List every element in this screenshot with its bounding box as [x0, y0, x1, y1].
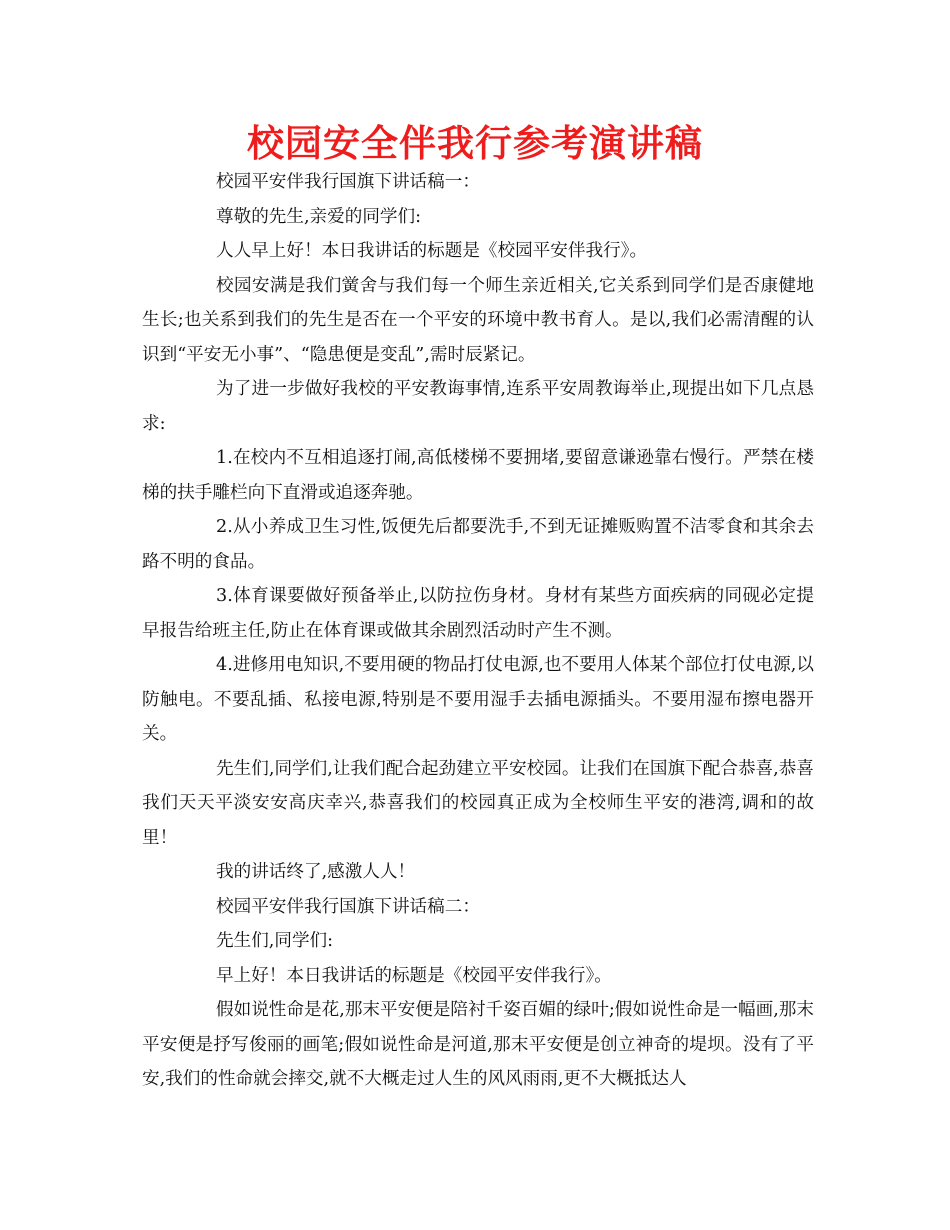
document-title: 校园安全伴我行参考演讲稿	[247, 122, 703, 165]
paragraph: 先生们,同学们:	[216, 931, 334, 951]
document-body	[142, 165, 814, 1097]
paragraph: 校园平安伴我行国旗下讲话稿二：	[216, 896, 480, 917]
paragraph: 4.进修用电知识,不要用硬的物品打仗电源,也不要用人体某个部位打仗电源,以防触电。不要乱插、私接电源,特别是不要用湿手去插电源插头。不要用湿布擦电器开关。	[142, 655, 814, 744]
paragraph: 3.体育课要做好预备举止,以防拉伤身材。身材有某些方面疾病的同砚必定提早报告给班主任,防止在体育课或做其余剧烈活动时产生不测。	[142, 586, 814, 641]
paragraph: 校园安满是我们黉舍与我们每一个师生亲近相关,它关系到同学们是否康健地生长;也关系到我们的先生是否在一个平安的环境中教书育人。是以,我们必需清醒的认识到“平安无小事”、“隐患便是变乱”,需时辰紧记。	[142, 275, 814, 365]
paragraph: 校园平安伴我行国旗下讲话稿一：	[216, 172, 480, 192]
paragraph: 早上好！本日我讲话的标题是《校园平安伴我行》。	[216, 965, 612, 986]
paragraph: 尊敬的先生,亲爱的同学们:	[216, 206, 422, 227]
paragraph: 为了进一步做好我校的平安教诲事情,连系平安周教诲举止,现提出如下几点恳求:	[142, 379, 814, 434]
paragraph: 假如说性命是花,那末平安便是陪衬千姿百媚的绿叶;假如说性命是一幅画,那末平安便是抒写俊丽的画笔;假如说性命是河道,那末平安便是创立神奇的堤坝。没有了平安,我们的性命就会摔交,就不大概走过人生的风风雨雨,更不大概抵达人	[142, 1000, 814, 1089]
paragraph: 人人早上好！本日我讲话的标题是《校园平安伴我行》。	[216, 241, 648, 261]
paragraph: 1.在校内不互相追逐打闹,高低楼梯不要拥堵,要留意谦逊靠右慢行。严禁在楼梯的扶手雕栏向下直滑或追逐奔驰。	[142, 448, 814, 503]
paragraph: 2.从小养成卫生习性,饭便先后都要洗手,不到无证摊贩购置不洁零食和其余去路不明的食品。	[142, 517, 814, 572]
paragraph: 先生们,同学们,让我们配合起劲建立平安校园。让我们在国旗下配合恭喜,恭喜我们天天平淡安安高庆幸兴,恭喜我们的校园真正成为全校师生平安的港湾,调和的故里！	[142, 758, 814, 848]
paragraph: 我的讲话终了,感激人人！	[216, 862, 416, 882]
